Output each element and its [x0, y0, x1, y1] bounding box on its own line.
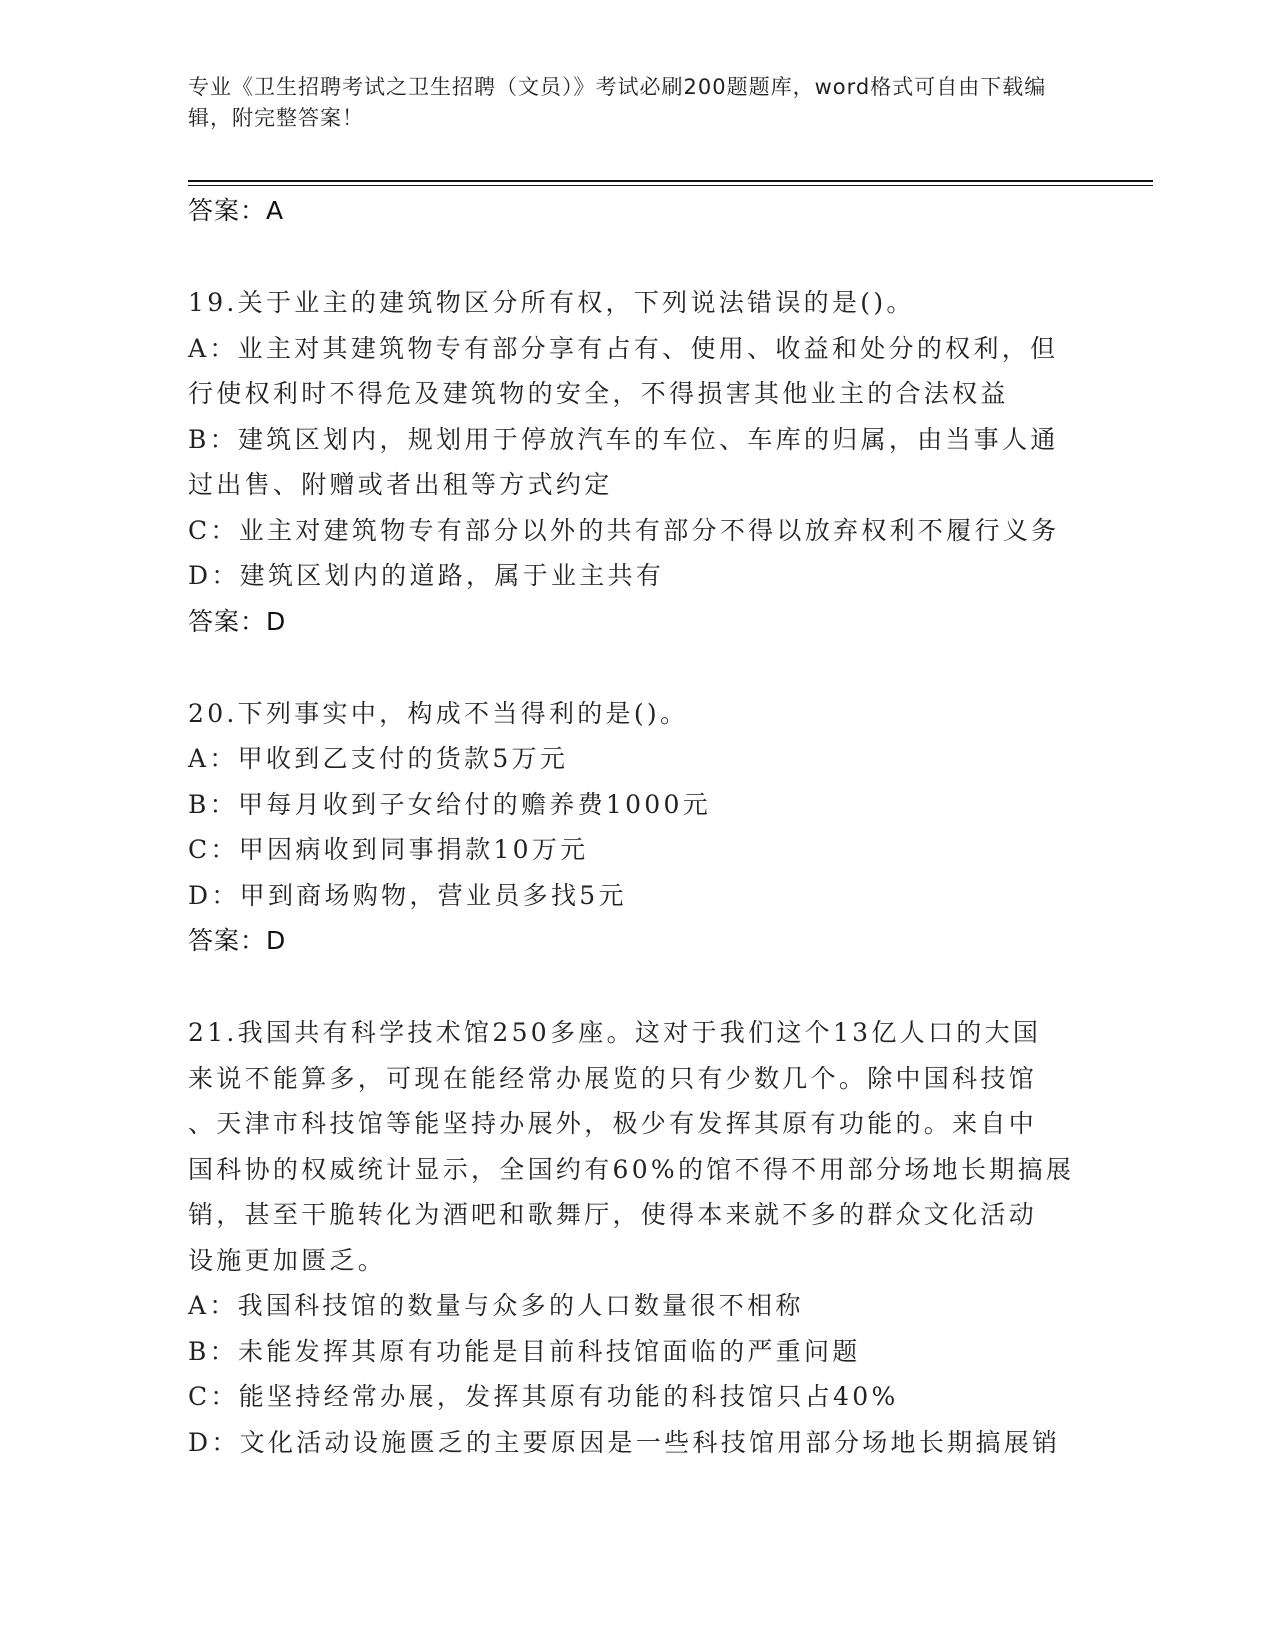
question-19-option-d: D：建筑区划内的道路，属于业主共有	[188, 561, 665, 590]
question-21-stem-line-4: 国科协的权威统计显示，全国约有60%的馆不得不用部分场地长期搞展	[188, 1154, 1075, 1184]
question-21-option-a: A：我国科技馆的数量与众多的人口数量很不相称	[188, 1291, 804, 1320]
document-header	[188, 72, 1068, 134]
question-20-option-d: D：甲到商场购物，营业员多找5元	[188, 880, 627, 910]
previous-answer: 答案：A	[188, 196, 285, 225]
question-21	[188, 1010, 1088, 1465]
header-intro-text: 专业《卫生招聘考试之卫生招聘（文员）》考试必刷200题题库，word格式可自由下载编辑，附完整答案！	[188, 75, 1047, 130]
question-20-stem: 20.下列事实中，构成不当得利的是()。	[188, 698, 689, 728]
question-21-stem-line-5: 销，甚至干脆转化为酒吧和歌舞厅，使得本来就不多的群众文化活动	[188, 1200, 1038, 1229]
question-20	[188, 691, 1088, 964]
question-19-answer: 答案：D	[188, 606, 287, 636]
question-21-option-d: D：文化活动设施匮乏的主要原因是一些科技馆用部分场地长期搞展销	[188, 1427, 1061, 1457]
header-divider-thin	[188, 185, 1153, 186]
question-19-option-b: B：建筑区划内，规划用于停放汽车的车位、车库的归属，由当事人通	[188, 424, 1059, 454]
question-19	[188, 280, 1088, 644]
question-21-stem-line-1: 21.我国共有科学技术馆250多座。这对于我们这个13亿人口的大国	[188, 1018, 1042, 1047]
question-21-stem-line-6: 设施更加匮乏。	[188, 1245, 387, 1275]
question-20-option-a: A：甲收到乙支付的货款5万元	[188, 744, 569, 773]
question-19-option-c: C：业主对建筑物专有部分以外的共有部分不得以放弃权利不履行义务	[188, 515, 1060, 545]
question-21-option-c: C：能坚持经常办展，发挥其原有功能的科技馆只占40%	[188, 1382, 899, 1411]
question-21-stem-line-3: 、天津市科技馆等能坚持办展外，极少有发挥其原有功能的。来自中	[188, 1109, 1038, 1138]
question-19-option-b-cont: 过出售、附赠或者出租等方式约定	[188, 470, 613, 499]
question-20-answer: 答案：D	[188, 926, 287, 955]
question-19-option-a-cont: 行使权利时不得危及建筑物的安全，不得损害其他业主的合法权益	[188, 379, 1009, 408]
question-20-option-c: C：甲因病收到同事捐款10万元	[188, 835, 589, 864]
question-19-stem: 19.关于业主的建筑物区分所有权，下列说法错误的是()。	[188, 288, 915, 317]
document-body	[188, 188, 1088, 1465]
question-19-option-a: A：业主对其建筑物专有部分享有占有、使用、收益和处分的权利，但	[188, 333, 1059, 363]
question-20-option-b: B：甲每月收到子女给付的赡养费1000元	[188, 789, 711, 819]
question-21-stem-line-2: 来说不能算多，可现在能经常办展览的只有少数几个。除中国科技馆	[188, 1063, 1038, 1093]
header-divider-thick	[188, 180, 1153, 182]
question-21-option-b: B：未能发挥其原有功能是目前科技馆面临的严重问题	[188, 1336, 861, 1366]
